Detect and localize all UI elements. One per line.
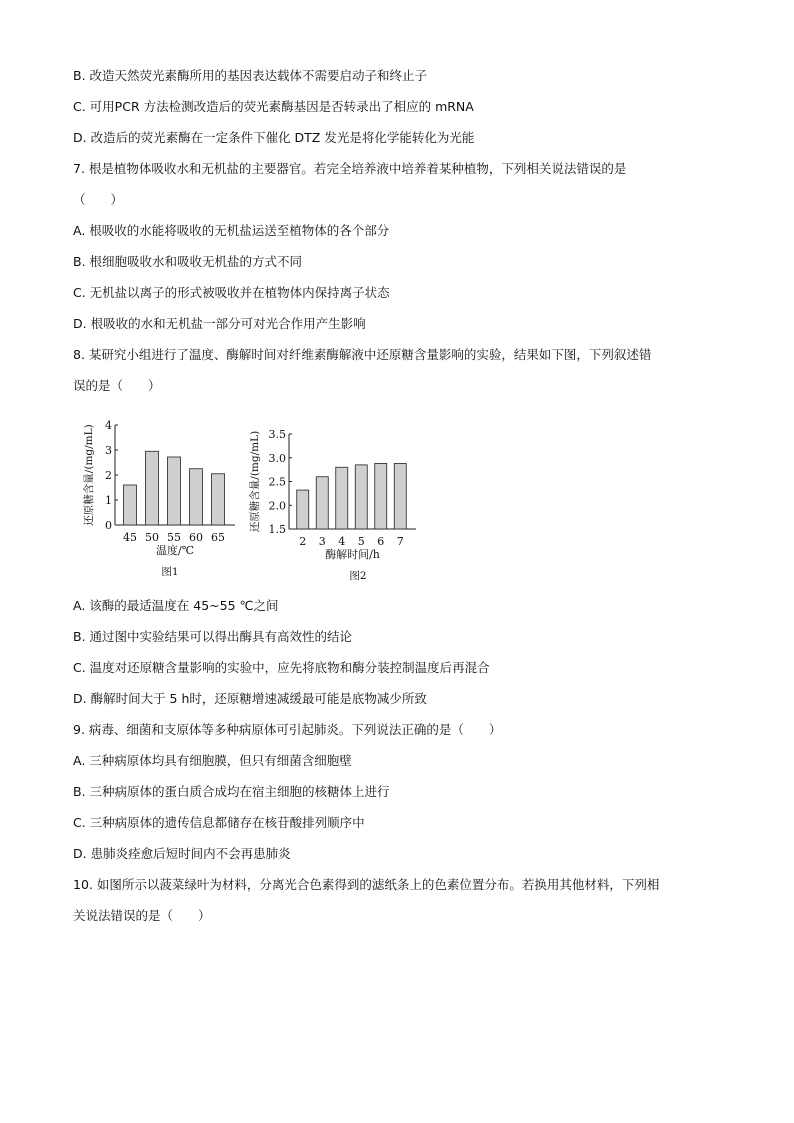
x-tick-label: 65 bbox=[211, 531, 225, 544]
x-axis-label: 温度/℃ bbox=[155, 544, 195, 557]
option-7b: B. 根细胞吸收水和吸收无机盐的方式不同 bbox=[73, 254, 303, 269]
y-tick-label: 2.5 bbox=[268, 475, 286, 489]
x-tick-label: 50 bbox=[145, 531, 159, 544]
bar bbox=[336, 467, 348, 529]
x-axis-label: 酶解时间/h bbox=[325, 548, 380, 561]
x-tick-label: 4 bbox=[338, 535, 346, 548]
option-8c: C. 温度对还原糖含量影响的实验中，应先将底物和酶分装控制温度后再混合 bbox=[73, 660, 490, 675]
y-tick-label: 1 bbox=[105, 494, 112, 507]
y-tick-label: 3.5 bbox=[268, 428, 286, 441]
option-6c: C. 可用PCR 方法检测改造后的荧光素酶基因是否转录出了相应的 mRNA bbox=[73, 99, 474, 114]
bar bbox=[375, 463, 387, 529]
question-10-stem-cont: 关说法错误的是（ ） bbox=[73, 908, 211, 923]
option-7c: C. 无机盐以离子的形式被吸收并在植物体内保持离子状态 bbox=[73, 285, 390, 300]
option-9d: D. 患肺炎痊愈后短时间内不会再患肺炎 bbox=[73, 846, 291, 861]
option-9a: A. 三种病原体均具有细胞膜，但只有细菌含细胞壁 bbox=[73, 753, 352, 768]
x-tick-label: 7 bbox=[396, 535, 404, 548]
chart-figure-2 bbox=[248, 428, 416, 582]
chart-title: 图2 bbox=[349, 570, 367, 582]
y-tick-label: 3 bbox=[105, 444, 112, 457]
bar bbox=[124, 485, 137, 525]
option-8d: D. 酶解时间大于 5 h时，还原糖增速减缓最可能是底物减少所致 bbox=[73, 691, 427, 706]
bar bbox=[355, 465, 367, 529]
option-7d: D. 根吸收的水和无机盐一部分可对光合作用产生影响 bbox=[73, 316, 366, 331]
chart-title: 图1 bbox=[161, 566, 179, 578]
option-7a: A. 根吸收的水能将吸收的无机盐运送至植物体的各个部分 bbox=[73, 223, 390, 238]
chart-figure-1 bbox=[82, 419, 235, 578]
figure-charts bbox=[70, 412, 430, 582]
question-8-stem: 8. 某研究小组进行了温度、酶解时间对纤维素酶解液中还原糖含量影响的实验，结果如下图，下列叙述错 bbox=[73, 347, 652, 362]
bar bbox=[168, 457, 181, 525]
bar bbox=[297, 490, 309, 529]
question-7-blank: （ ） bbox=[73, 192, 124, 207]
x-tick-label: 3 bbox=[318, 535, 326, 548]
bar bbox=[394, 463, 406, 529]
y-tick-label: 4 bbox=[105, 419, 112, 432]
bar bbox=[212, 474, 225, 525]
y-tick-label: 2 bbox=[105, 469, 112, 482]
y-axis-label: 还原糖含量/(mg/mL) bbox=[83, 424, 95, 526]
question-8-stem-cont: 误的是（ ） bbox=[73, 378, 161, 393]
bar bbox=[146, 451, 159, 525]
option-6b: B. 改造天然荧光素酶所用的基因表达载体不需要启动子和终止子 bbox=[73, 68, 428, 83]
y-tick-label: 2.0 bbox=[268, 499, 286, 513]
bar bbox=[316, 477, 328, 529]
question-9-stem: 9. 病毒、细菌和支原体等多种病原体可引起肺炎。下列说法正确的是（ ） bbox=[73, 722, 502, 737]
y-tick-label: 0 bbox=[105, 519, 112, 532]
y-tick-label: 3.0 bbox=[268, 451, 286, 465]
y-axis-label: 还原糖含量/(mg/mL) bbox=[249, 430, 261, 533]
x-tick-label: 2 bbox=[299, 535, 307, 548]
option-8a: A. 该酶的最适温度在 45~55 ℃之间 bbox=[73, 598, 279, 613]
y-tick-label: 1.5 bbox=[268, 523, 286, 536]
option-8b: B. 通过图中实验结果可以得出酶具有高效性的结论 bbox=[73, 629, 353, 644]
x-tick-label: 45 bbox=[123, 531, 137, 544]
x-tick-label: 5 bbox=[357, 535, 365, 548]
option-6d: D. 改造后的荧光素酶在一定条件下催化 DTZ 发光是将化学能转化为光能 bbox=[73, 130, 475, 145]
question-7-stem: 7. 根是植物体吸收水和无机盐的主要器官。若完全培养液中培养着某种植物，下列相关说法错误的是 bbox=[73, 161, 627, 176]
option-9c: C. 三种病原体的遗传信息都储存在核苷酸排列顺序中 bbox=[73, 815, 365, 830]
x-tick-label: 6 bbox=[377, 535, 385, 548]
x-tick-label: 60 bbox=[189, 531, 203, 544]
bar bbox=[190, 469, 203, 525]
option-9b: B. 三种病原体的蛋白质合成均在宿主细胞的核糖体上进行 bbox=[73, 784, 390, 799]
charts-svg bbox=[70, 412, 430, 582]
x-tick-label: 55 bbox=[167, 531, 181, 544]
question-10-stem: 10. 如图所示以菠菜绿叶为材料，分离光合色素得到的滤纸条上的色素位置分布。若换用其他材料，下列相 bbox=[73, 877, 660, 892]
